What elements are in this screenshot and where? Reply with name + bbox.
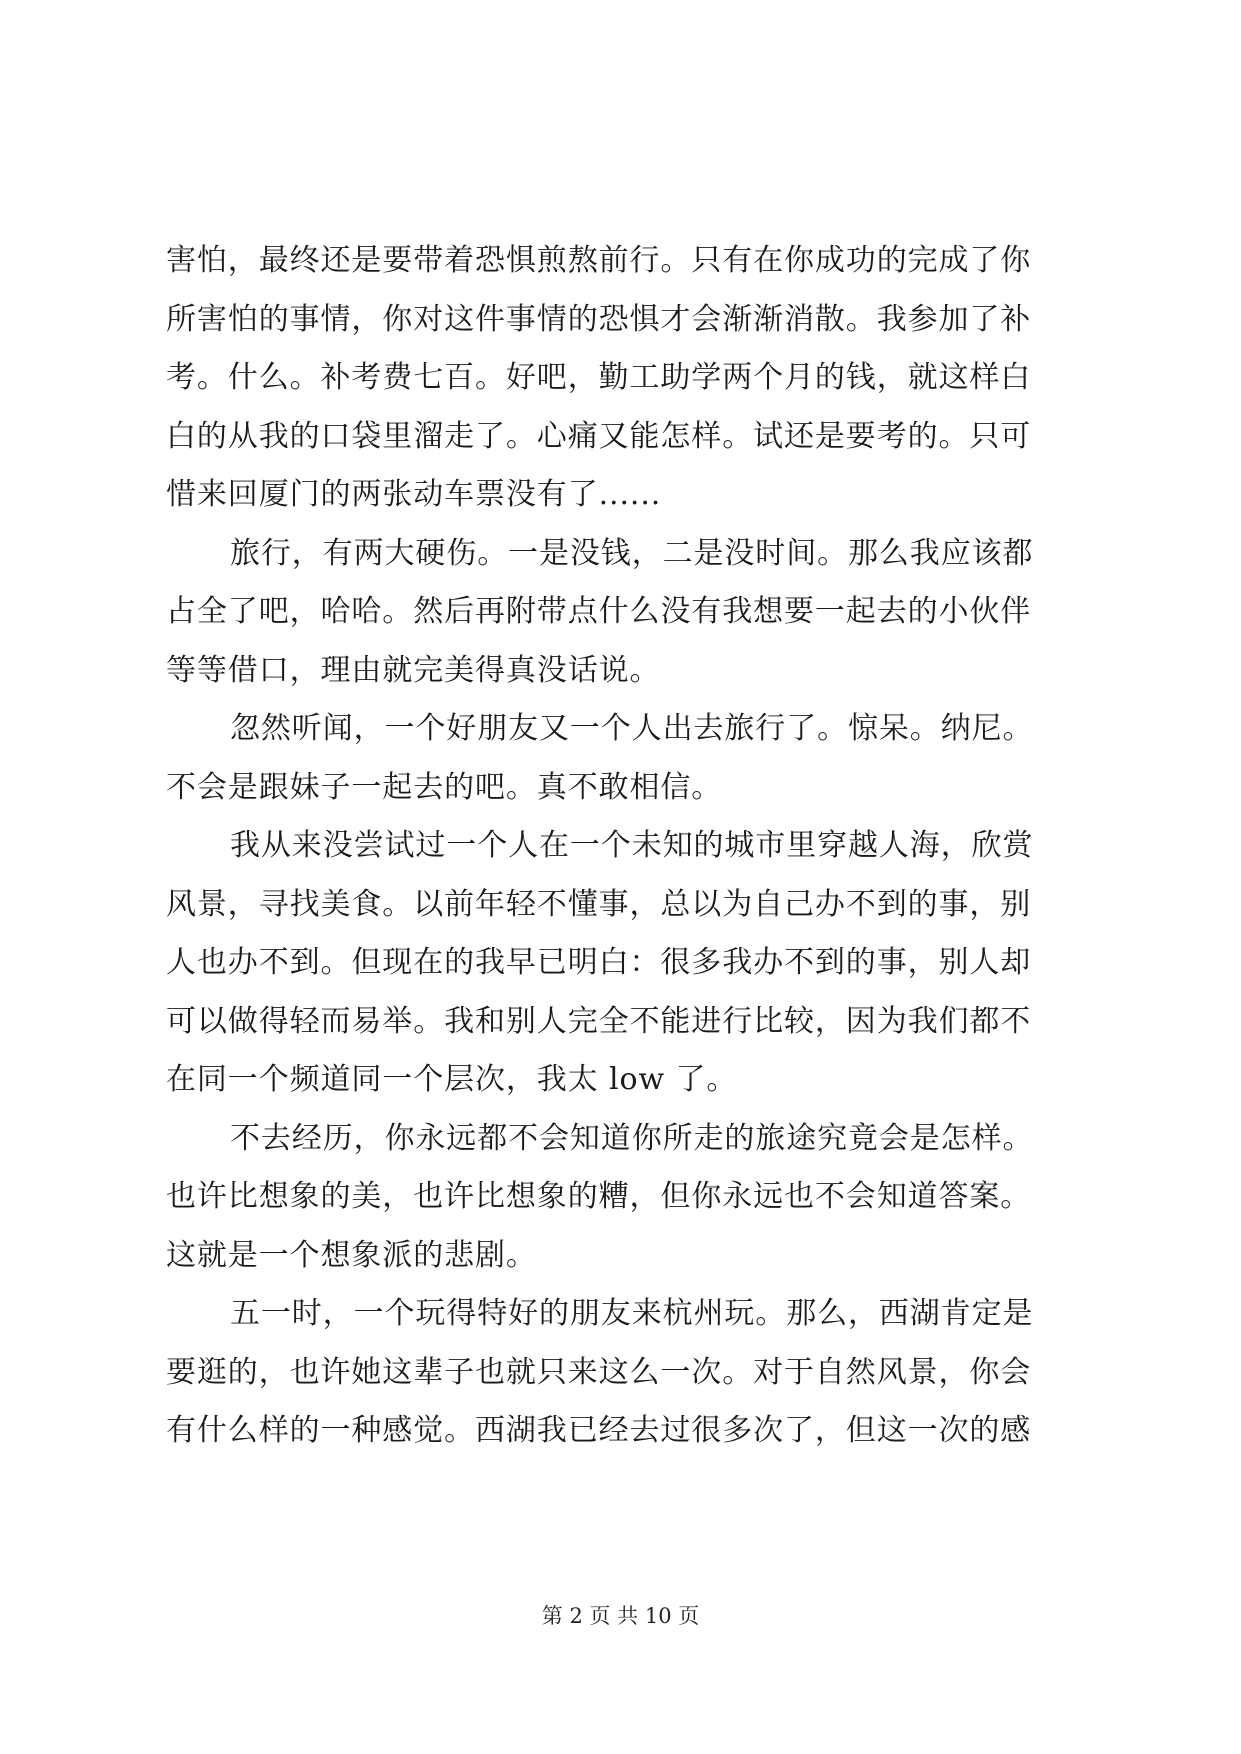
- text-line: 这就是一个想象派的悲剧。: [166, 1237, 537, 1273]
- text-line: 不会是跟妹子一起去的吧。真不敢相信。: [166, 769, 723, 805]
- page-footer: [0, 1600, 1241, 1630]
- text-line: 人也办不到。但现在的我早已明白：很多我办不到的事，别人却: [166, 945, 1032, 980]
- text-line: 考。什么。补考费七百。好吧，勤工助学两个月的钱，就这样白: [166, 360, 1032, 395]
- text-line: 可以做得轻而易举。我和别人完全不能进行比较，因为我们都不: [166, 1003, 1032, 1039]
- text-line: 在同一个频道同一个层次，我太 low 了。: [166, 1062, 738, 1097]
- text-line: 害怕，最终还是要带着恐惧煎熬前行。只有在你成功的完成了你: [166, 243, 1032, 278]
- text-line: 要逛的，也许她这辈子也就只来这么一次。对于自然风景，你会: [166, 1354, 1032, 1390]
- paragraph-first-line: 不去经历，你永远都不会知道你所走的旅途究竟会是怎样。: [230, 1120, 1034, 1156]
- text-line: 白的从我的口袋里溜走了。心痛又能怎样。试还是要考的。只可: [166, 418, 1032, 454]
- paragraph-first-line: 忽然听闻，一个好朋友又一个人出去旅行了。惊呆。纳尼。: [230, 711, 1034, 746]
- text-line: 惜来回厦门的两张动车票没有了......: [166, 477, 662, 512]
- document-body: [166, 232, 1081, 1461]
- page-number-label: 第 2 页 共 10 页: [541, 1604, 700, 1628]
- text-line: 有什么样的一种感觉。西湖我已经去过很多次了，但这一次的感: [166, 1413, 1032, 1448]
- paragraph-first-line: 我从来没尝试过一个人在一个未知的城市里穿越人海，欣赏: [230, 828, 1034, 863]
- paragraph-first-line: 旅行，有两大硬伤。一是没钱，二是没时间。那么我应该都: [230, 535, 1034, 571]
- text-line: 等等借口，理由就完美得真没话说。: [166, 652, 661, 688]
- text-line: 所害怕的事情，你对这件事情的恐惧才会渐渐消散。我参加了补: [166, 301, 1032, 337]
- text-line: 占全了吧，哈哈。然后再附带点什么没有我想要一起去的小伙伴: [166, 594, 1032, 629]
- paragraph-first-line: 五一时，一个玩得特好的朋友来杭州玩。那么，西湖肯定是: [230, 1296, 1034, 1331]
- text-line: 也许比想象的美，也许比想象的糟，但你永远也不会知道答案。: [166, 1179, 1032, 1214]
- text-line: 风景，寻找美食。以前年轻不懂事，总以为自己办不到的事，别: [166, 886, 1032, 922]
